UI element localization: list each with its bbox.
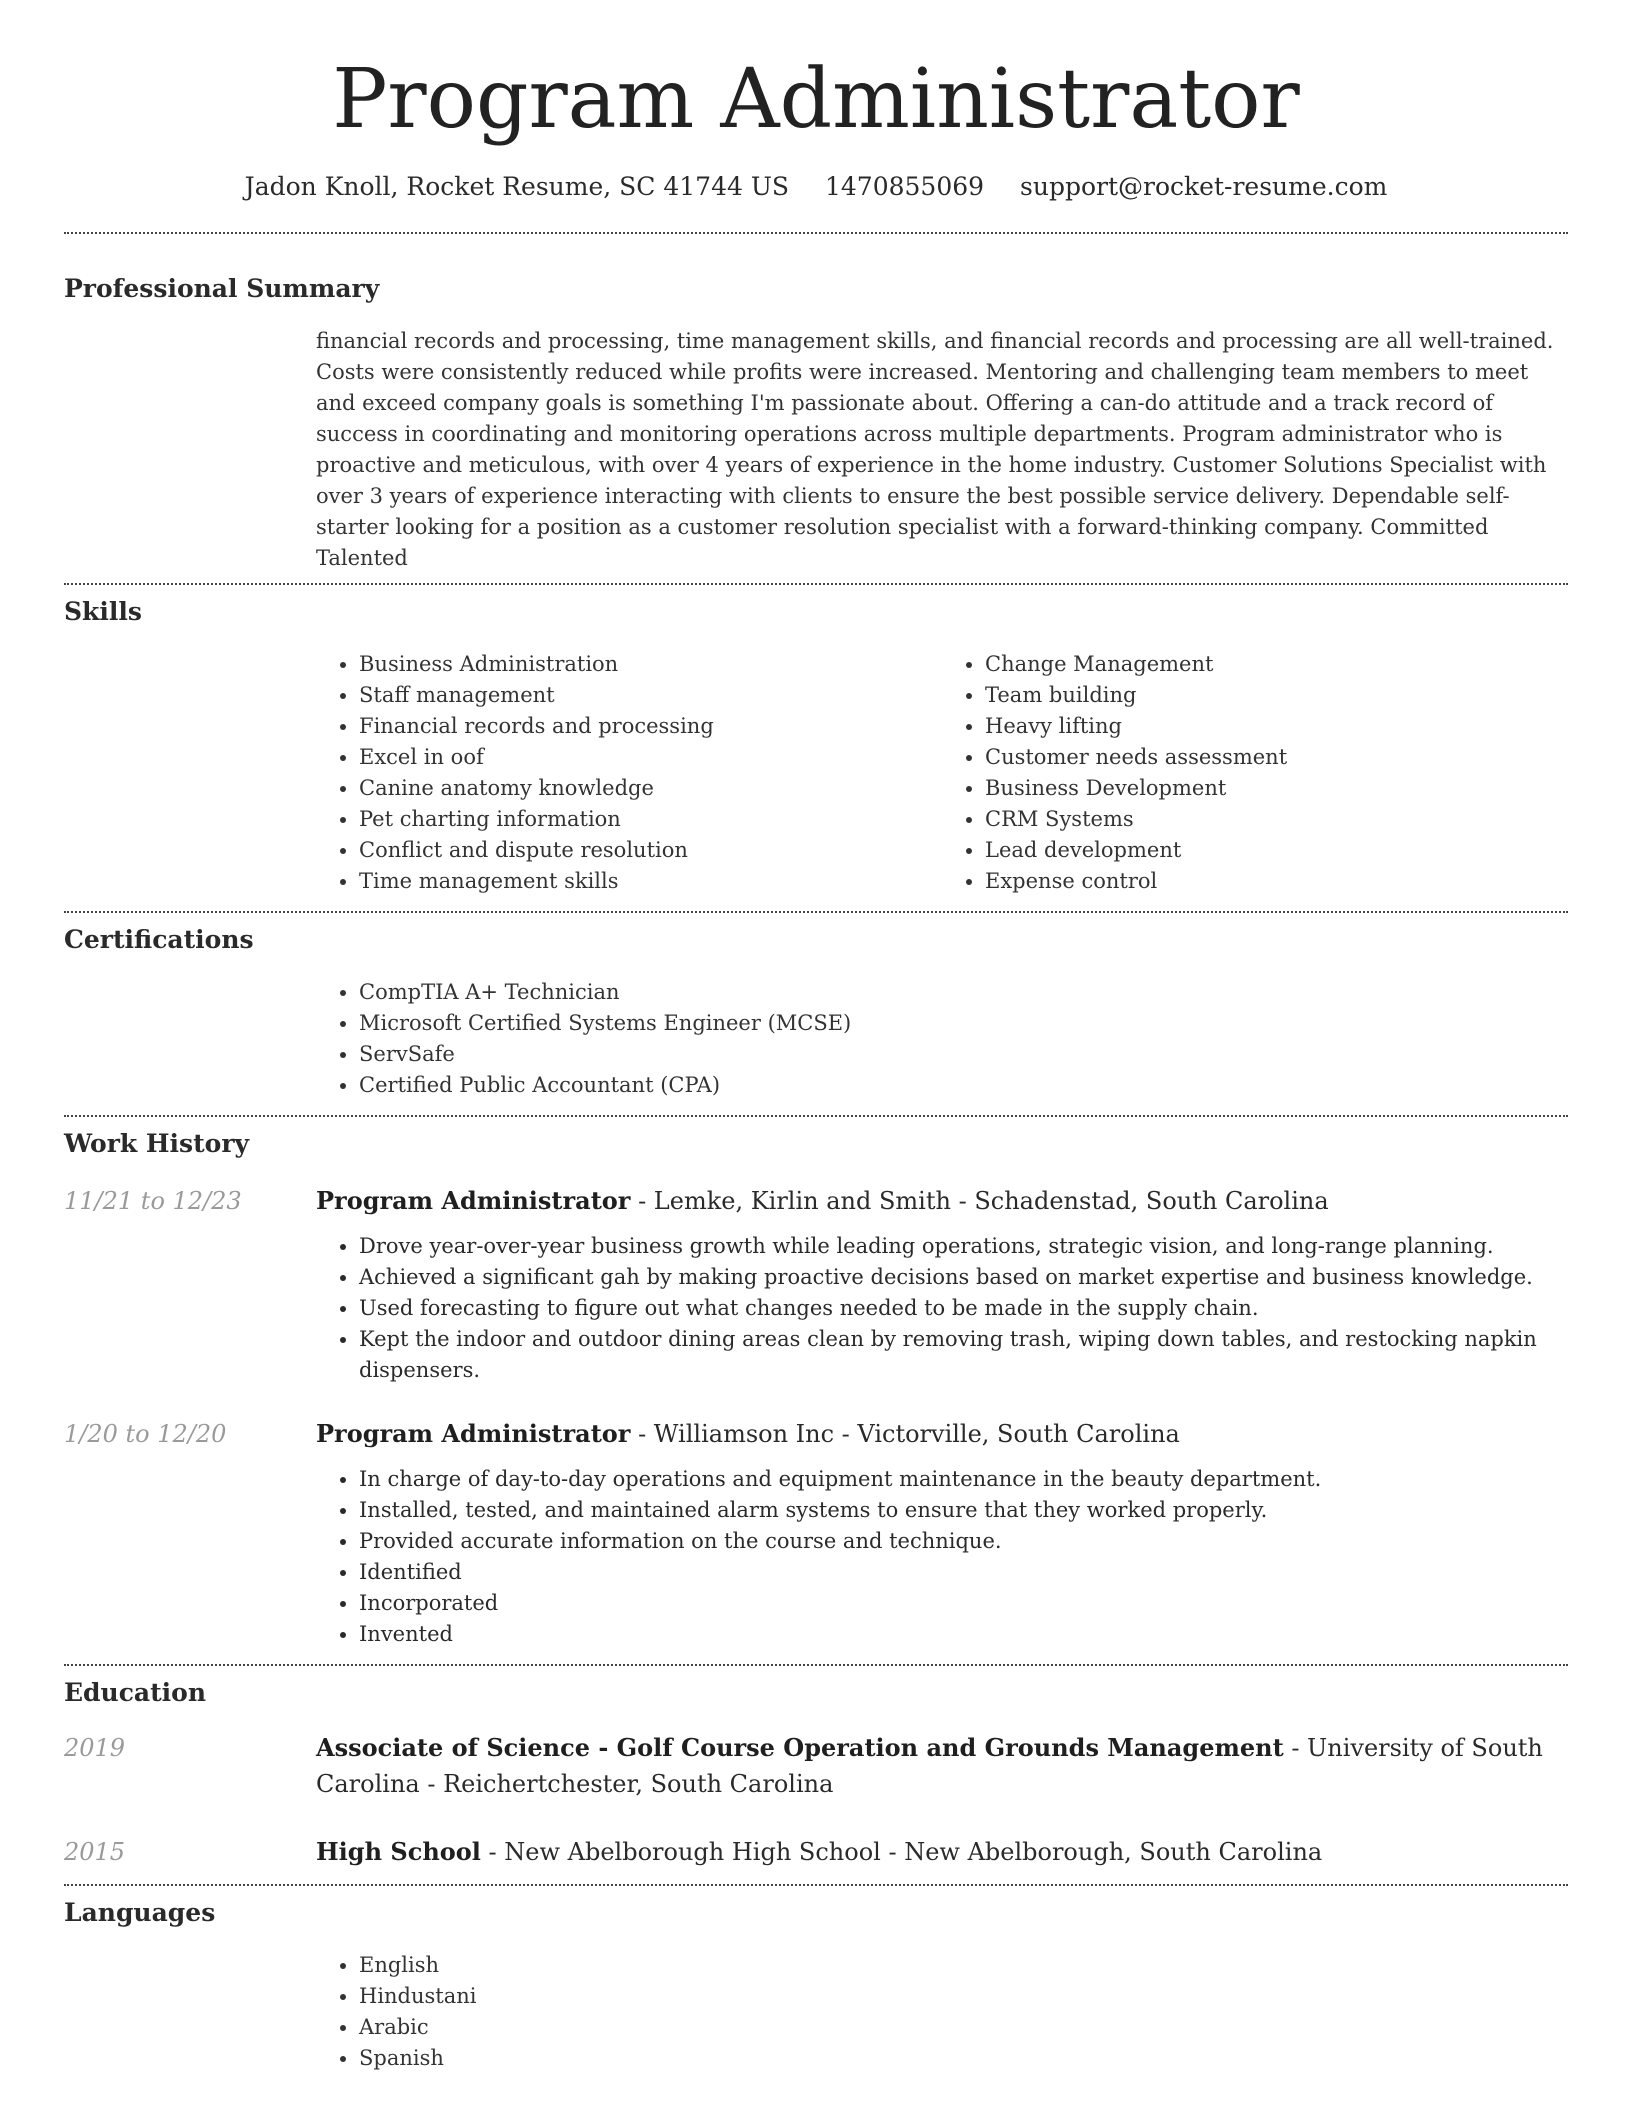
skills-lists bbox=[316, 649, 1568, 897]
certification-item: • ServSafe bbox=[359, 1039, 1568, 1070]
job-bullet: • Kept the indoor and outdoor dining areas clean by removing trash, wiping down tables, and restocking napkin dispensers. bbox=[359, 1324, 1568, 1386]
skills-section bbox=[64, 585, 1568, 897]
skill-item: • Lead development bbox=[985, 835, 1568, 866]
education-year: 2019 bbox=[64, 1734, 126, 1762]
skill-item: • Excel in oof bbox=[359, 742, 942, 773]
skill-item: • Team building bbox=[985, 680, 1568, 711]
language-item: • English bbox=[359, 1950, 1568, 1981]
education-heading: Education bbox=[64, 1678, 207, 1707]
summary-section bbox=[64, 234, 1568, 574]
skills-list-left bbox=[316, 649, 942, 897]
summary-heading: Professional Summary bbox=[64, 274, 380, 303]
contact-email: support@rocket-resume.com bbox=[1020, 172, 1388, 201]
job-entry bbox=[64, 1183, 1568, 1386]
job-header bbox=[316, 1416, 1568, 1452]
languages-heading: Languages bbox=[64, 1898, 216, 1927]
skill-item: • Change Management bbox=[985, 649, 1568, 680]
job-bullet: • Invented bbox=[359, 1619, 1568, 1650]
education-degree: High School bbox=[316, 1837, 481, 1866]
job-bullet: • In charge of day-to-day operations and equipment maintenance in the beauty department. bbox=[359, 1464, 1568, 1495]
skills-heading: Skills bbox=[64, 597, 142, 626]
education-entry bbox=[64, 1730, 1568, 1802]
job-dates: 11/21 to 12/23 bbox=[64, 1187, 242, 1215]
education-degree: Associate of Science - Golf Course Operation and Grounds Management bbox=[316, 1733, 1284, 1762]
education-section bbox=[64, 1666, 1568, 1870]
job-bullet: • Drove year-over-year business growth while leading operations, strategic vision, and long-range planning. bbox=[359, 1231, 1568, 1262]
job-bullet: • Used forecasting to figure out what changes needed to be made in the supply chain. bbox=[359, 1293, 1568, 1324]
language-item: • Hindustani bbox=[359, 1981, 1568, 2012]
job-header bbox=[316, 1183, 1568, 1219]
job-bullet: • Provided accurate information on the course and technique. bbox=[359, 1526, 1568, 1557]
education-entry bbox=[64, 1834, 1568, 1870]
skill-item: • Time management skills bbox=[359, 866, 942, 897]
job-bullet: • Identified bbox=[359, 1557, 1568, 1588]
languages-section bbox=[64, 1886, 1568, 2074]
skill-item: • Heavy lifting bbox=[985, 711, 1568, 742]
language-item: • Arabic bbox=[359, 2012, 1568, 2043]
languages-list-wrap bbox=[316, 1950, 1568, 2074]
job-bullets bbox=[316, 1464, 1568, 1650]
contact-phone: 1470855069 bbox=[825, 172, 985, 201]
certifications-list-wrap bbox=[316, 977, 1568, 1101]
language-item: • Spanish bbox=[359, 2043, 1568, 2074]
certification-item: • Microsoft Certified Systems Engineer (MCSE) bbox=[359, 1008, 1568, 1039]
job-title: Program Administrator bbox=[316, 1186, 631, 1215]
skill-item: • Canine anatomy knowledge bbox=[359, 773, 942, 804]
skills-list-right bbox=[942, 649, 1568, 897]
education-details bbox=[316, 1730, 1568, 1802]
skill-item: • Conflict and dispute resolution bbox=[359, 835, 942, 866]
job-dates: 1/20 to 12/20 bbox=[64, 1420, 227, 1448]
certifications-list bbox=[316, 977, 1568, 1101]
education-school: - New Abelborough High School - New Abelborough, South Carolina bbox=[480, 1838, 1323, 1866]
work-heading: Work History bbox=[64, 1129, 250, 1158]
languages-list bbox=[316, 1950, 1568, 2074]
work-section bbox=[64, 1117, 1568, 1650]
contact-line bbox=[64, 170, 1568, 204]
summary-text: financial records and processing, time management skills, and financial records and processing are all well-trained. Costs were consistently reduced while profits were increased. Mentoring and challenging team members to meet and exceed company goals is something I'm passionate about. Offering a can-do attitude and a track record of success in coordinating and monitoring operations across multiple departments. Program administrator who is proactive and meticulous, with over 4 years of experience in the home industry. Customer Solutions Specialist with over 3 years of experience interacting with clients to ensure the best possible service delivery. Dependable self-starter looking for a position as a customer resolution specialist with a forward-thinking company. Committed Talented bbox=[316, 329, 1554, 570]
job-bullet: • Installed, tested, and maintained alarm systems to ensure that they worked properly. bbox=[359, 1495, 1568, 1526]
job-bullet: • Incorporated bbox=[359, 1588, 1568, 1619]
contact-address: Jadon Knoll, Rocket Resume, SC 41744 US bbox=[244, 172, 790, 201]
education-school: - University of South Carolina - Reichertchester, South Carolina bbox=[316, 1734, 1543, 1798]
skill-item: • Business Administration bbox=[359, 649, 942, 680]
resume-title: Program Administrator bbox=[332, 52, 1300, 147]
skill-item: • Pet charting information bbox=[359, 804, 942, 835]
skill-item: • Customer needs assessment bbox=[985, 742, 1568, 773]
certifications-heading: Certifications bbox=[64, 925, 254, 954]
job-title: Program Administrator bbox=[316, 1419, 631, 1448]
education-year: 2015 bbox=[64, 1838, 126, 1866]
job-entry bbox=[64, 1416, 1568, 1650]
job-employer: - Lemke, Kirlin and Smith - Schadenstad, South Carolina bbox=[630, 1187, 1329, 1215]
skill-item: • Staff management bbox=[359, 680, 942, 711]
skill-item: • Business Development bbox=[985, 773, 1568, 804]
skill-item: • Expense control bbox=[985, 866, 1568, 897]
job-body bbox=[316, 1183, 1568, 1386]
job-bullet: • Achieved a significant gah by making proactive decisions based on market expertise and business knowledge. bbox=[359, 1262, 1568, 1293]
skill-item: • Financial records and processing bbox=[359, 711, 942, 742]
education-details bbox=[316, 1834, 1568, 1870]
job-bullets bbox=[316, 1231, 1568, 1386]
skill-item: • CRM Systems bbox=[985, 804, 1568, 835]
certification-item: • Certified Public Accountant (CPA) bbox=[359, 1070, 1568, 1101]
job-employer: - Williamson Inc - Victorville, South Carolina bbox=[630, 1420, 1180, 1448]
resume-page bbox=[64, 0, 1568, 2074]
certification-item: • CompTIA A+ Technician bbox=[359, 977, 1568, 1008]
job-body bbox=[316, 1416, 1568, 1650]
certifications-section bbox=[64, 913, 1568, 1101]
